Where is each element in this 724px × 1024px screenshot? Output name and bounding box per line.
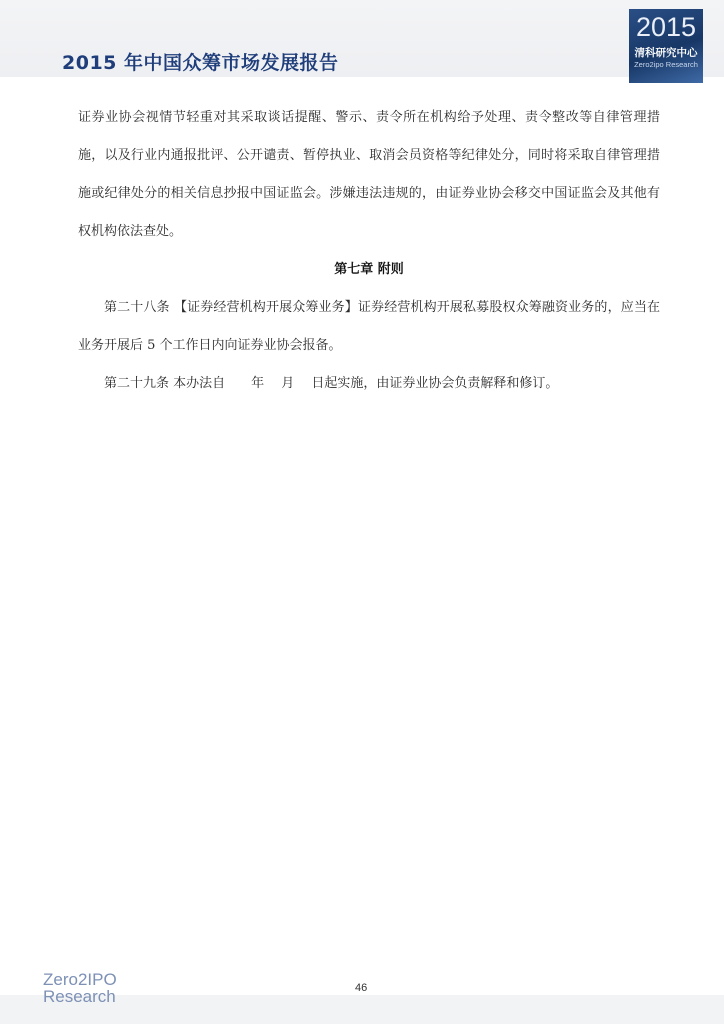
report-title: 2015 年中国众筹市场发展报告 bbox=[62, 52, 339, 74]
chapter-heading: 第七章 附则 bbox=[334, 262, 404, 277]
logo-cn-name: 清科研究中心 bbox=[634, 47, 698, 59]
footer-logo-line1: Zero2IPO bbox=[43, 970, 117, 989]
footer-logo-line2: Research bbox=[43, 987, 116, 1006]
page-number: 46 bbox=[355, 982, 368, 994]
logo-year: 2015 bbox=[635, 12, 697, 42]
footer-logo bbox=[43, 971, 117, 1005]
brand-logo bbox=[629, 9, 703, 83]
body-paragraph: 证券业协会视情节轻重对其采取谈话提醒、警示、责令所在机构给予处理、责令整改等自律管理措施，以及行业内通报批评、公开谴责、暂停执业、取消会员资格等纪律处分，同时将采取自律管理措施或纪律处分的相关信息抄报中国证监会。涉嫌违法违规的，由证券业协会移交中国证监会及其他有权机构依法查处。 bbox=[78, 110, 660, 239]
document-body bbox=[78, 99, 660, 403]
article-29: 第二十九条 本办法自 年 月 日起实施，由证券业协会负责解释和修订。 bbox=[104, 376, 559, 391]
logo-en-name: Zero2ipo Research bbox=[634, 60, 698, 69]
article-28: 第二十八条 【证券经营机构开展众筹业务】证券经营机构开展私募股权众筹融资业务的，应当在业务开展后 5 个工作日内向证券业协会报备。 bbox=[78, 300, 660, 353]
